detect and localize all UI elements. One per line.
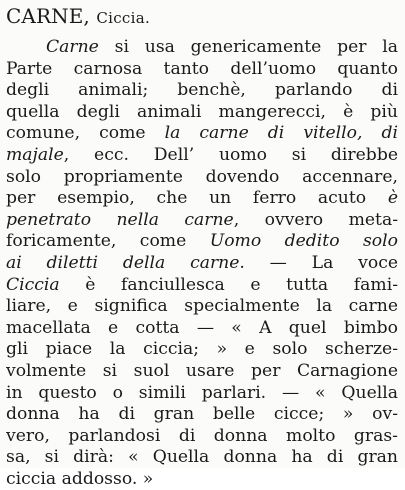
text-span: volmente si suol usare per Carnagione (6, 360, 398, 381)
text-span: in questo o simili parlari. — « Quella (6, 382, 398, 403)
text-line (6, 275, 398, 297)
text-span: degli animali; benchè, parlando di (6, 80, 398, 101)
text-span: Parte carnosa tanto dell’uomo quanto (6, 58, 398, 79)
text-line (6, 188, 398, 210)
italic-text: ai diletti della carne (6, 252, 240, 273)
text-line (6, 339, 398, 361)
text-span: ciccia addosso. » (6, 468, 154, 489)
italic-text: Ciccia (6, 274, 60, 295)
italic-text: majale (6, 144, 64, 165)
text-span: foricamente, come (6, 231, 210, 252)
text-line (6, 469, 398, 490)
text-span: liare, e significa specialmente la carne (6, 296, 398, 317)
text-span: solo propriamente dovendo accennare, (6, 166, 398, 187)
text-span: comune, come (6, 123, 165, 144)
text-line (6, 167, 398, 189)
italic-text: la carne di vitello, di (164, 123, 398, 144)
text-line (6, 145, 398, 167)
text-span: , ovvero meta- (233, 209, 398, 230)
text-span: sa, si dirà: « Quella donna ha di gran (6, 447, 398, 468)
italic-text: penetrato nella carne (6, 209, 234, 230)
text-span: donna ha di gran belle cicce; » ov- (6, 404, 398, 425)
text-span: quella degli animali mangerecci, è più (6, 101, 398, 122)
text-line (6, 231, 398, 253)
text-line (6, 102, 398, 124)
text-line (6, 404, 398, 426)
text-line (6, 210, 398, 232)
text-span: macellata e cotta — « A quel bimbo (6, 317, 398, 338)
text-line (6, 80, 398, 102)
text-line (6, 123, 398, 145)
text-span: è fanciullesca e tutta fami- (59, 274, 398, 295)
text-line (6, 361, 398, 383)
text-line (6, 383, 398, 405)
text-line (6, 447, 398, 469)
text-line (6, 296, 398, 318)
text-span: si usa genericamente per la (98, 37, 398, 57)
text-span: , ecc. Dell’ uomo si direbbe (63, 144, 398, 165)
text-line (6, 253, 398, 275)
entry-body (6, 37, 398, 490)
text-span: per esempio, che un ferro acuto (6, 188, 388, 209)
text-span: vero, parlandosi di donna molto gras- (6, 425, 398, 446)
text-line (6, 37, 398, 59)
entry-heading (6, 2, 150, 32)
text-span: gli piace la ciccia; » e solo scherze- (6, 339, 398, 360)
text-span: . — La voce (239, 252, 398, 273)
italic-text: Uomo dedito solo (209, 231, 398, 252)
text-line (6, 59, 398, 81)
italic-text: Carne (46, 37, 99, 57)
text-line (6, 318, 398, 340)
headword: CARNE, (6, 4, 90, 28)
text-line (6, 426, 398, 448)
italic-text: è (387, 188, 398, 209)
synonym-headword: Ciccia. (96, 9, 151, 27)
